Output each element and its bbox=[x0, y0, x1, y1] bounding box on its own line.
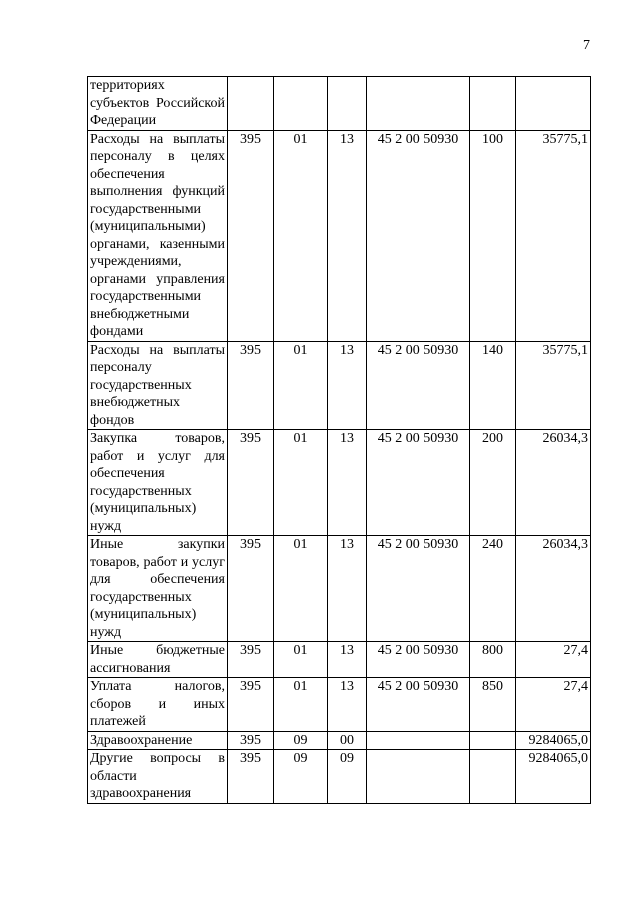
row-name-cell: Расходы на выплаты персоналу государственных внебюджетных фондов bbox=[88, 341, 228, 430]
ved-code-cell: 395 bbox=[228, 678, 274, 732]
subsection-code-cell: 13 bbox=[328, 130, 367, 341]
section-code-cell: 09 bbox=[274, 731, 328, 750]
table-row bbox=[88, 750, 591, 804]
expense-type-cell: 800 bbox=[470, 642, 516, 678]
page-number: 7 bbox=[583, 38, 590, 53]
amount-cell: 27,4 bbox=[516, 642, 591, 678]
expense-type-cell bbox=[470, 77, 516, 131]
table-body bbox=[88, 77, 591, 804]
amount-cell: 35775,1 bbox=[516, 130, 591, 341]
target-article-cell bbox=[367, 731, 470, 750]
ved-code-cell: 395 bbox=[228, 750, 274, 804]
ved-code-cell: 395 bbox=[228, 536, 274, 642]
subsection-code-cell: 13 bbox=[328, 536, 367, 642]
budget-table bbox=[87, 76, 591, 804]
expense-type-cell: 100 bbox=[470, 130, 516, 341]
subsection-code-cell: 13 bbox=[328, 430, 367, 536]
expense-type-cell bbox=[470, 750, 516, 804]
expense-type-cell: 240 bbox=[470, 536, 516, 642]
ved-code-cell bbox=[228, 77, 274, 131]
amount-cell: 9284065,0 bbox=[516, 731, 591, 750]
ved-code-cell: 395 bbox=[228, 341, 274, 430]
subsection-code-cell bbox=[328, 77, 367, 131]
target-article-cell: 45 2 00 50930 bbox=[367, 642, 470, 678]
table-row bbox=[88, 536, 591, 642]
ved-code-cell: 395 bbox=[228, 130, 274, 341]
amount-cell: 26034,3 bbox=[516, 536, 591, 642]
amount-cell: 26034,3 bbox=[516, 430, 591, 536]
expense-type-cell: 850 bbox=[470, 678, 516, 732]
row-name-cell: Здравоохранение bbox=[88, 731, 228, 750]
subsection-code-cell: 13 bbox=[328, 341, 367, 430]
subsection-code-cell: 09 bbox=[328, 750, 367, 804]
section-code-cell: 01 bbox=[274, 642, 328, 678]
subsection-code-cell: 00 bbox=[328, 731, 367, 750]
amount-cell bbox=[516, 77, 591, 131]
row-name-cell: территориях субъектов Российской Федерации bbox=[88, 77, 228, 131]
expense-type-cell: 140 bbox=[470, 341, 516, 430]
table-row bbox=[88, 77, 591, 131]
section-code-cell bbox=[274, 77, 328, 131]
amount-cell: 35775,1 bbox=[516, 341, 591, 430]
target-article-cell: 45 2 00 50930 bbox=[367, 130, 470, 341]
expense-type-cell: 200 bbox=[470, 430, 516, 536]
section-code-cell: 01 bbox=[274, 341, 328, 430]
table-row bbox=[88, 341, 591, 430]
subsection-code-cell: 13 bbox=[328, 642, 367, 678]
row-name-cell: Закупка товаров, работ и услуг для обеспечения государственных (муниципальных) нужд bbox=[88, 430, 228, 536]
row-name-cell: Уплата налогов, сборов и иных платежей bbox=[88, 678, 228, 732]
target-article-cell: 45 2 00 50930 bbox=[367, 536, 470, 642]
expense-type-cell bbox=[470, 731, 516, 750]
row-name-cell: Иные закупки товаров, работ и услуг для обеспечения государственных (муниципальных) нужд bbox=[88, 536, 228, 642]
target-article-cell bbox=[367, 77, 470, 131]
target-article-cell: 45 2 00 50930 bbox=[367, 430, 470, 536]
section-code-cell: 09 bbox=[274, 750, 328, 804]
section-code-cell: 01 bbox=[274, 130, 328, 341]
row-name-cell: Другие вопросы в области здравоохранения bbox=[88, 750, 228, 804]
table-row bbox=[88, 731, 591, 750]
amount-cell: 27,4 bbox=[516, 678, 591, 732]
table-row bbox=[88, 678, 591, 732]
subsection-code-cell: 13 bbox=[328, 678, 367, 732]
target-article-cell bbox=[367, 750, 470, 804]
table-row bbox=[88, 642, 591, 678]
ved-code-cell: 395 bbox=[228, 642, 274, 678]
target-article-cell: 45 2 00 50930 bbox=[367, 678, 470, 732]
section-code-cell: 01 bbox=[274, 430, 328, 536]
table-row bbox=[88, 130, 591, 341]
table-row bbox=[88, 430, 591, 536]
section-code-cell: 01 bbox=[274, 678, 328, 732]
row-name-cell: Расходы на выплаты персоналу в целях обеспечения выполнения функций государственными (муниципальными) органами, казенными учреждениями, органами управления государственными внебюджетными фондами bbox=[88, 130, 228, 341]
ved-code-cell: 395 bbox=[228, 731, 274, 750]
ved-code-cell: 395 bbox=[228, 430, 274, 536]
target-article-cell: 45 2 00 50930 bbox=[367, 341, 470, 430]
amount-cell: 9284065,0 bbox=[516, 750, 591, 804]
row-name-cell: Иные бюджетные ассигнования bbox=[88, 642, 228, 678]
section-code-cell: 01 bbox=[274, 536, 328, 642]
